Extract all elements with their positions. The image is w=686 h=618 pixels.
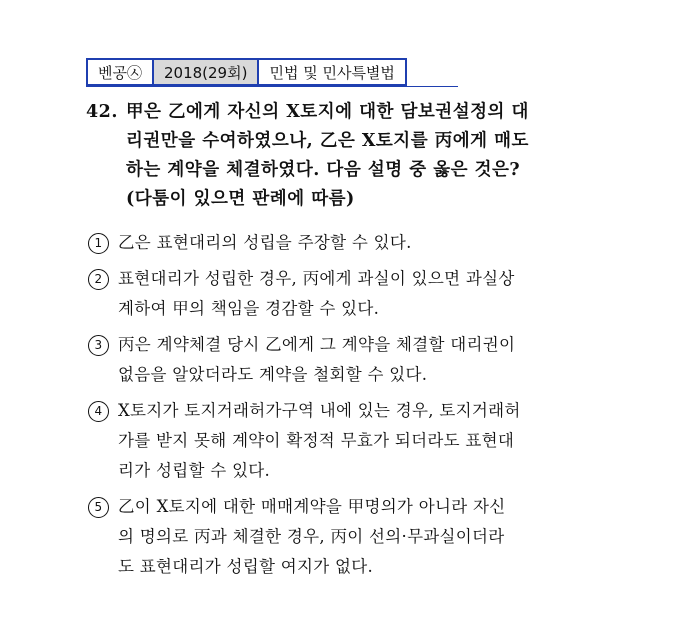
question-line: 하는 계약을 체결하였다. 다음 설명 중 옳은 것은? xyxy=(126,160,521,180)
header-subject: 민법 및 민사특별법 xyxy=(257,60,404,84)
option-line: 乙이 X토지에 대한 매매계약을 甲명의가 아니라 자신 xyxy=(118,497,506,516)
option-4[interactable] xyxy=(88,396,604,486)
option-line: 계하여 甲의 책임을 경감할 수 있다. xyxy=(118,299,380,318)
option-2[interactable] xyxy=(88,264,604,324)
option-line: X토지가 토지거래허가구역 내에 있는 경우, 토지거래허 xyxy=(118,401,521,420)
option-line: 표현대리가 성립한 경우, 丙에게 과실이 있으면 과실상 xyxy=(118,269,515,288)
question-text xyxy=(126,98,606,214)
question-line: 甲은 乙에게 자신의 X토지에 대한 담보권설정의 대 xyxy=(126,102,529,122)
option-5[interactable] xyxy=(88,492,604,582)
question-number: 42. xyxy=(86,102,118,122)
option-line: 없음을 알았더라도 계약을 철회할 수 있다. xyxy=(118,365,428,384)
option-line: 乙은 표현대리의 성립을 주장할 수 있다. xyxy=(118,233,412,252)
option-line: 丙은 계약체결 당시 乙에게 그 계약을 체결할 대리권이 xyxy=(118,335,516,354)
option-line: 가를 받지 못해 계약이 확정적 무효가 되더라도 표현대 xyxy=(118,431,515,450)
exam-header xyxy=(86,58,407,86)
option-line: 의 명의로 丙과 체결한 경우, 丙이 선의·무과실이더라 xyxy=(118,527,505,546)
option-number-circle: 3 xyxy=(88,335,109,356)
answer-options xyxy=(88,228,604,588)
header-source: 벤공㉦ xyxy=(98,63,142,82)
header-divider xyxy=(86,86,458,87)
option-1[interactable] xyxy=(88,228,604,258)
option-number-circle: 4 xyxy=(88,401,109,422)
option-number-circle: 2 xyxy=(88,269,109,290)
option-line: 리가 성립할 수 있다. xyxy=(118,461,271,480)
question-line: (다툼이 있으면 판례에 따름) xyxy=(126,189,355,209)
option-line: 도 표현대리가 성립할 여지가 없다. xyxy=(118,557,374,576)
question-line: 리권만을 수여하였으나, 乙은 X토지를 丙에게 매도 xyxy=(126,131,529,151)
option-number-circle: 5 xyxy=(88,497,109,518)
header-year: 2018(29회) xyxy=(152,60,257,84)
option-number-circle: 1 xyxy=(88,233,109,254)
option-3[interactable] xyxy=(88,330,604,390)
question-block xyxy=(86,98,606,214)
